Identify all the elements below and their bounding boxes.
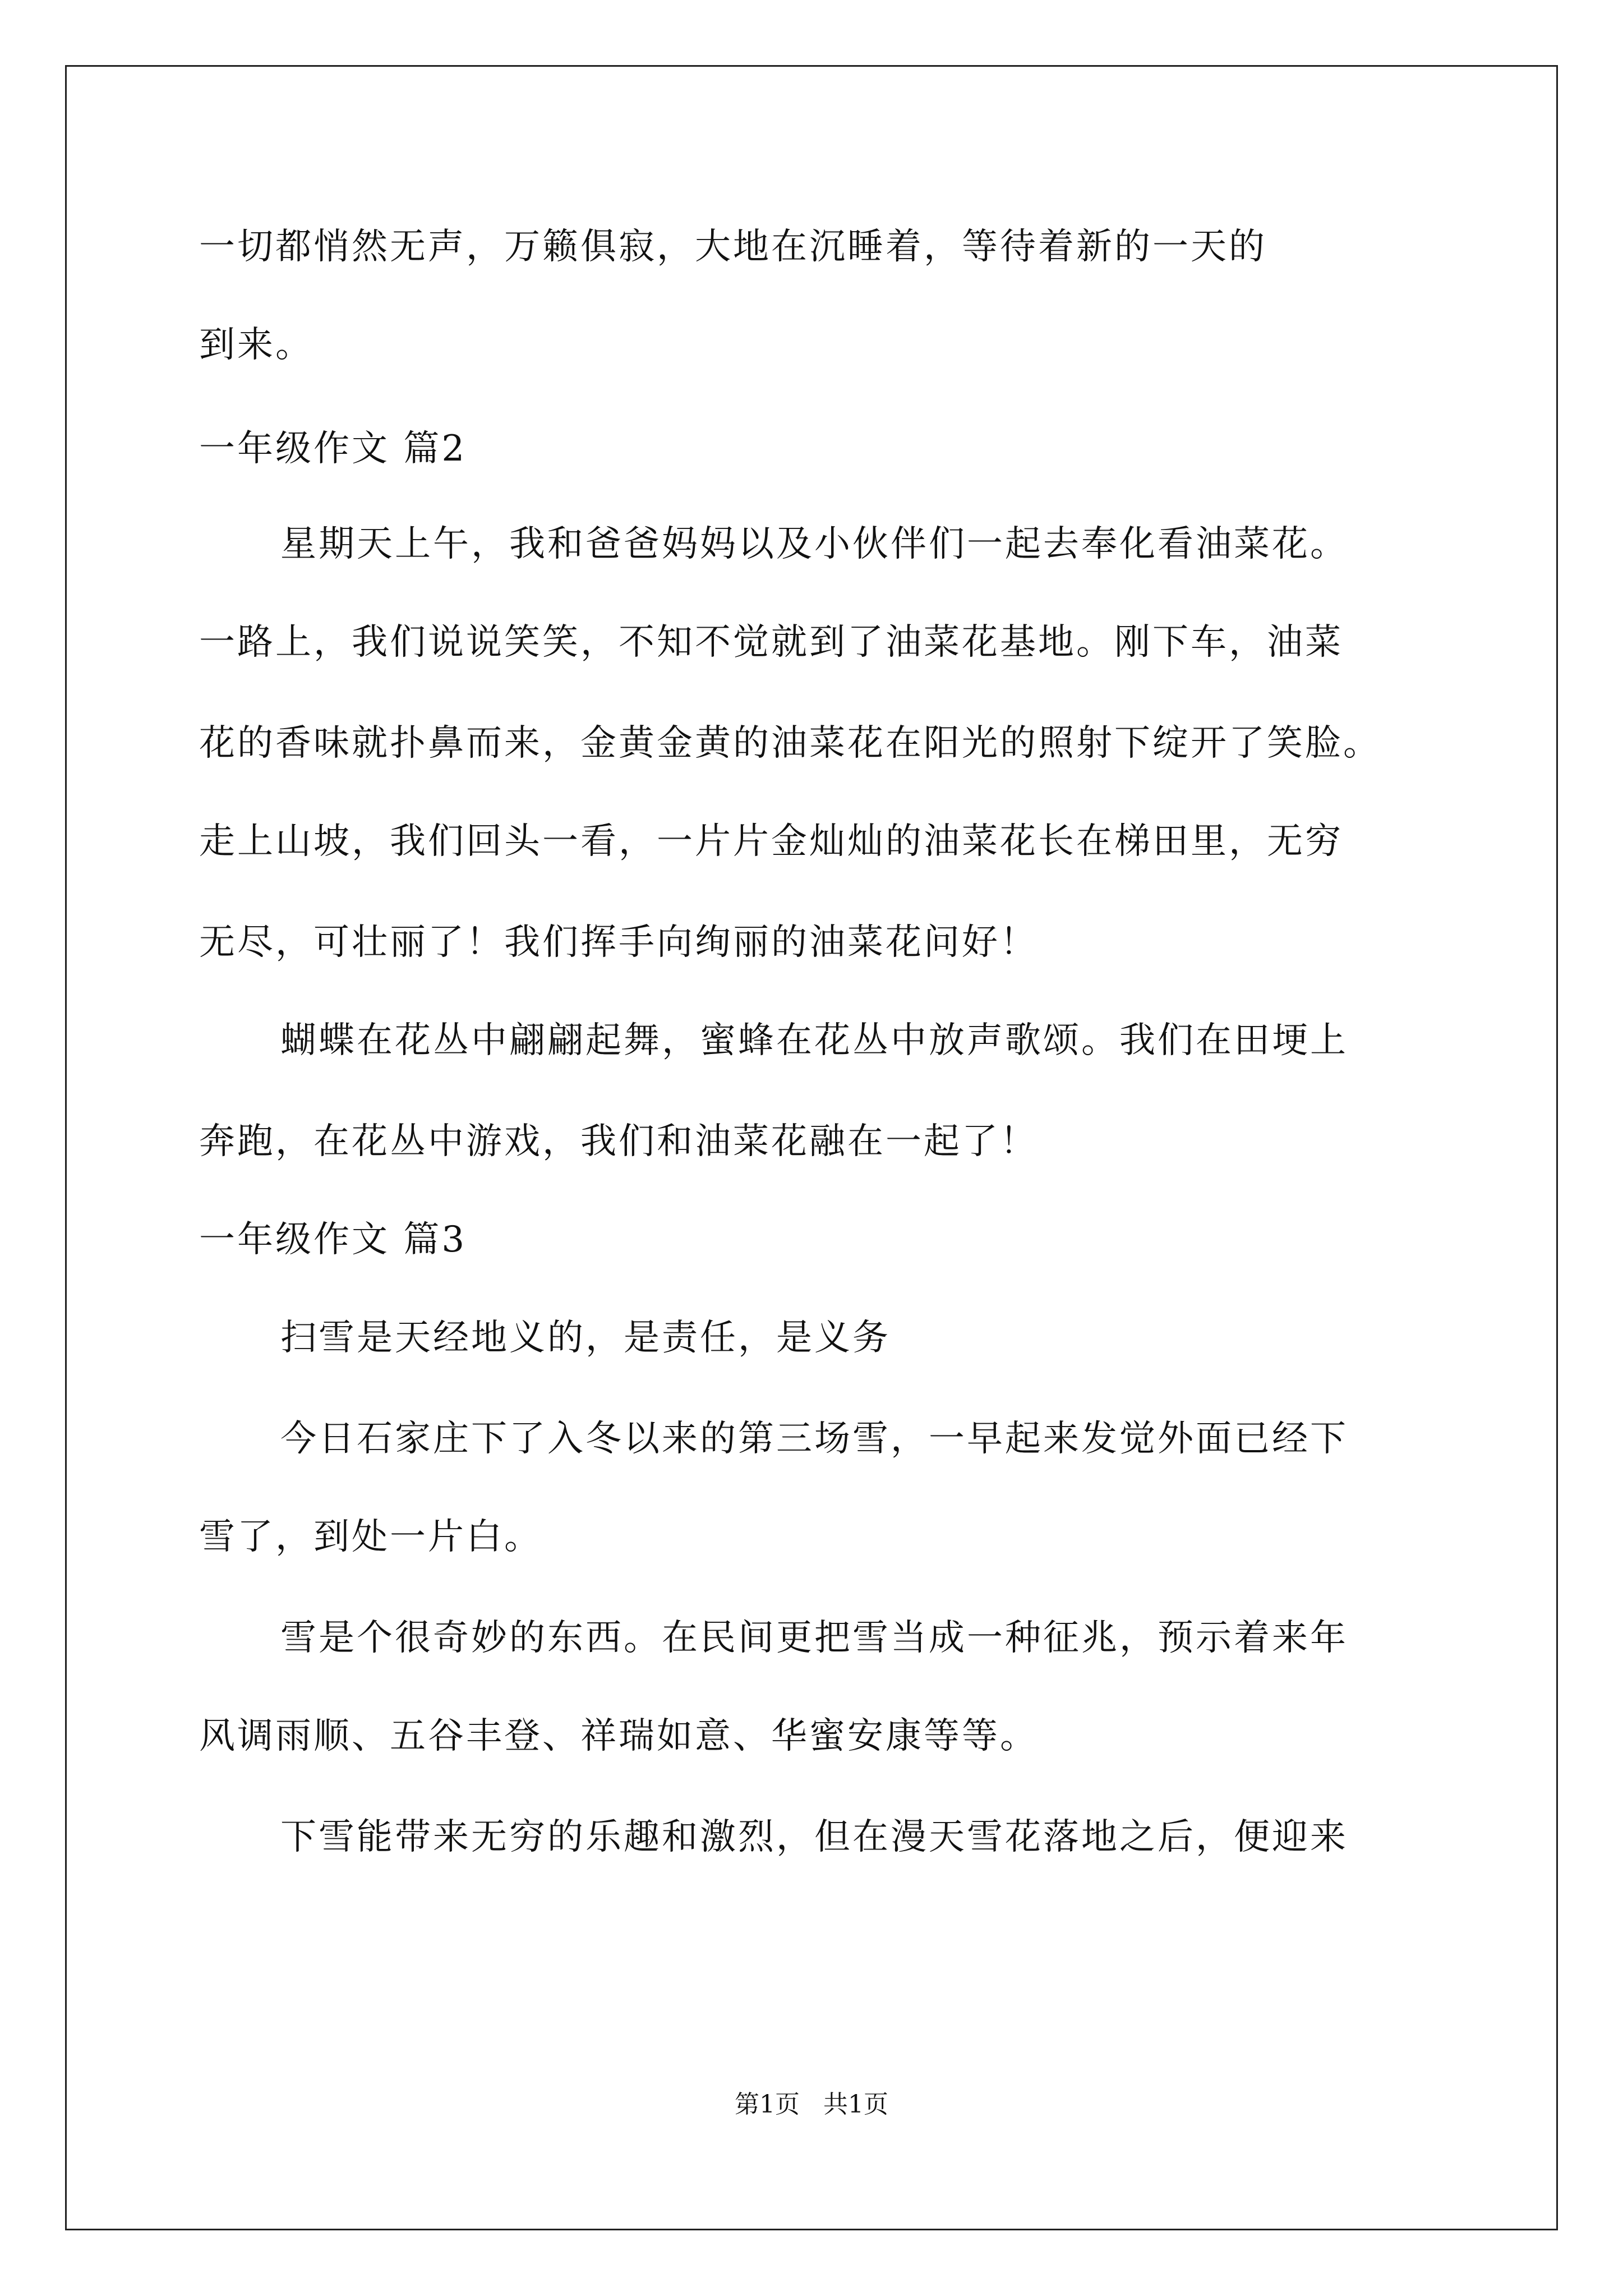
paragraph-line-2: 到来。 — [199, 324, 313, 366]
paragraph-line-12: 雪了，到处一片白。 — [199, 1516, 542, 1558]
paragraph-line-10: 扫雪是天经地义的，是责任，是义务 — [280, 1317, 891, 1359]
paragraph-line-4: 一路上，我们说说笑笑，不知不觉就到了油菜花基地。刚下车，油菜 — [199, 622, 1343, 663]
paragraph-line-6: 走上山坡，我们回头一看，一片片金灿灿的油菜花长在梯田里，无穷 — [199, 821, 1343, 862]
paragraph-line-9: 奔跑，在花丛中游戏，我们和油菜花融在一起了！ — [199, 1121, 1038, 1162]
paragraph-line-7: 无尽，可壮丽了！我们挥手向绚丽的油菜花问好！ — [199, 922, 1038, 963]
paragraph-line-1: 一切都悄然无声，万籁俱寂，大地在沉睡着，等待着新的一天的 — [199, 226, 1267, 268]
page-number-footer: 第1页 共1页 — [735, 2090, 888, 2119]
section-heading-3: 一年级作文 篇3 — [199, 1219, 467, 1260]
section-heading-2: 一年级作文 篇2 — [199, 428, 467, 470]
paragraph-line-14: 风调雨顺、五谷丰登、祥瑞如意、华蜜安康等等。 — [199, 1715, 1038, 1757]
paragraph-line-3: 星期天上午，我和爸爸妈妈以及小伙伴们一起去奉化看油菜花。 — [280, 523, 1348, 565]
paragraph-line-8: 蝴蝶在花丛中翩翩起舞，蜜蜂在花丛中放声歌颂。我们在田埂上 — [280, 1020, 1348, 1061]
paragraph-line-13: 雪是个很奇妙的东西。在民间更把雪当成一种征兆，预示着来年 — [280, 1617, 1348, 1659]
paragraph-line-15: 下雪能带来无穷的乐趣和激烈，但在漫天雪花落地之后，便迎来 — [280, 1816, 1348, 1858]
paragraph-line-5: 花的香味就扑鼻而来，金黄金黄的油菜花在阳光的照射下绽开了笑脸。 — [199, 723, 1381, 764]
paragraph-line-11: 今日石家庄下了入冬以来的第三场雪，一早起来发觉外面已经下 — [280, 1418, 1348, 1460]
